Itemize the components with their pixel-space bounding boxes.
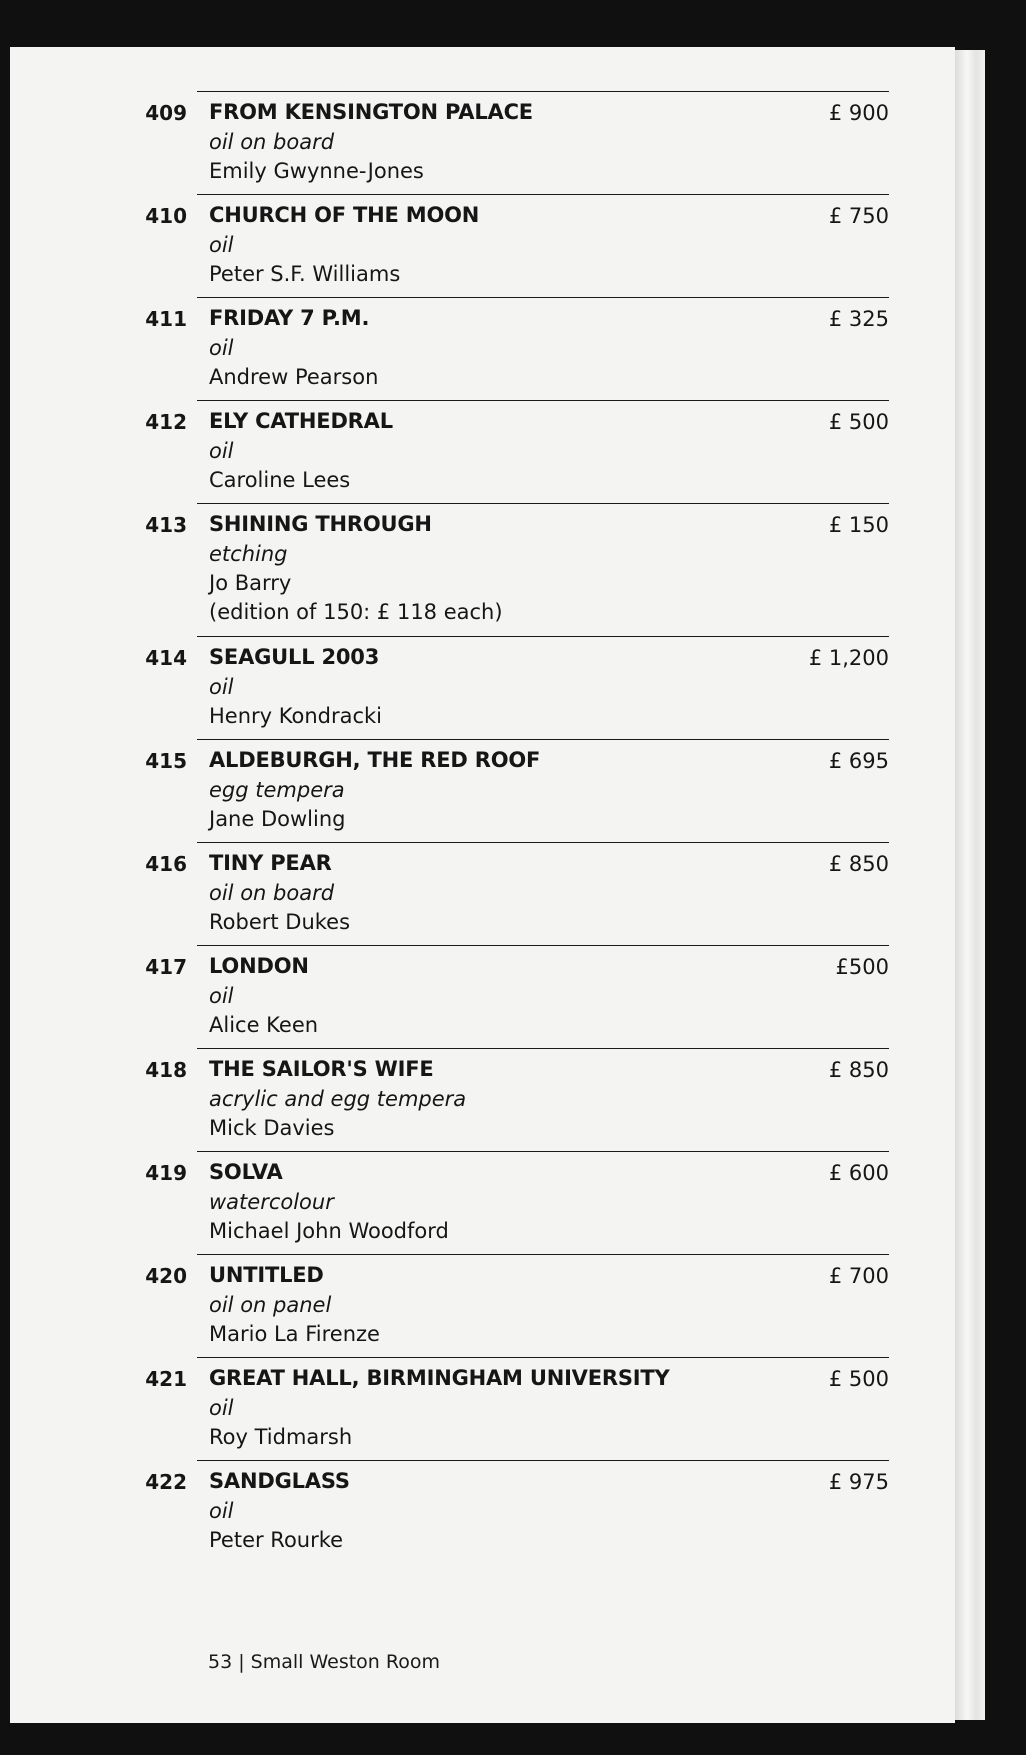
entry-medium: oil xyxy=(209,984,234,1008)
catalogue-entry xyxy=(145,400,889,501)
catalogue-entry xyxy=(145,1357,889,1458)
entry-number: 418 xyxy=(145,1058,187,1082)
entry-artist: Andrew Pearson xyxy=(209,365,379,389)
entry-edition-note: (edition of 150: £ 118 each) xyxy=(209,600,503,624)
entry-medium: etching xyxy=(209,542,288,566)
entry-price: £ 700 xyxy=(828,1264,889,1288)
entry-number: 411 xyxy=(145,307,187,331)
entry-title: FRIDAY 7 P.M. xyxy=(209,306,370,330)
entry-price: £ 695 xyxy=(828,749,889,773)
entry-number: 420 xyxy=(145,1264,187,1288)
entry-number: 409 xyxy=(145,101,187,125)
page-footer: 53 | Small Weston Room xyxy=(208,1651,440,1673)
entry-artist: Peter Rourke xyxy=(209,1528,344,1552)
entry-number: 412 xyxy=(145,410,187,434)
page-edge xyxy=(955,50,985,1720)
entry-artist: Emily Gwynne-Jones xyxy=(209,159,424,183)
entry-price: £500 xyxy=(835,955,889,979)
entry-title: SHINING THROUGH xyxy=(209,512,432,536)
catalogue-entry xyxy=(145,739,889,840)
entry-medium: oil xyxy=(209,439,234,463)
entry-medium: oil xyxy=(209,675,234,699)
entry-artist: Peter S.F. Williams xyxy=(209,262,401,286)
entry-title: TINY PEAR xyxy=(209,851,332,875)
catalogue-page xyxy=(10,47,955,1723)
entry-artist: Henry Kondracki xyxy=(209,704,383,728)
catalogue-entry xyxy=(145,1151,889,1252)
entry-title: THE SAILOR'S WIFE xyxy=(209,1057,434,1081)
entry-artist: Jo Barry xyxy=(209,571,292,595)
entry-number: 414 xyxy=(145,646,187,670)
catalogue-entry xyxy=(145,1048,889,1149)
entry-medium: oil xyxy=(209,1499,234,1523)
entry-artist: Jane Dowling xyxy=(209,807,346,831)
entry-price: £ 850 xyxy=(828,852,889,876)
catalogue-entry xyxy=(145,636,889,737)
entry-medium: oil on panel xyxy=(209,1293,332,1317)
entry-number: 419 xyxy=(145,1161,187,1185)
catalogue-entry xyxy=(145,194,889,295)
entry-artist: Alice Keen xyxy=(209,1013,319,1037)
entry-price: £ 500 xyxy=(828,1367,889,1391)
entry-number: 421 xyxy=(145,1367,187,1391)
entry-price: £ 1,200 xyxy=(808,646,889,670)
entry-price: £ 600 xyxy=(828,1161,889,1185)
entry-price: £ 975 xyxy=(828,1470,889,1494)
catalogue-entry xyxy=(145,842,889,943)
entry-medium: oil on board xyxy=(209,130,335,154)
catalogue-entry xyxy=(145,1254,889,1355)
entry-medium: oil on board xyxy=(209,881,335,905)
entry-title: SEAGULL 2003 xyxy=(209,645,380,669)
entry-artist: Mick Davies xyxy=(209,1116,335,1140)
entry-title: ALDEBURGH, THE RED ROOF xyxy=(209,748,541,772)
entry-price: £ 325 xyxy=(828,307,889,331)
catalogue-entry xyxy=(145,945,889,1046)
entry-price: £ 900 xyxy=(828,101,889,125)
entry-title: SANDGLASS xyxy=(209,1469,350,1493)
entry-artist: Caroline Lees xyxy=(209,468,351,492)
catalogue-entry xyxy=(145,91,889,192)
entry-title: ELY CATHEDRAL xyxy=(209,409,393,433)
entry-title: LONDON xyxy=(209,954,309,978)
entry-number: 415 xyxy=(145,749,187,773)
catalogue-list xyxy=(10,47,955,1723)
entry-medium: oil xyxy=(209,336,234,360)
entry-artist: Michael John Woodford xyxy=(209,1219,449,1243)
entry-price: £ 750 xyxy=(828,204,889,228)
entry-number: 417 xyxy=(145,955,187,979)
entry-title: UNTITLED xyxy=(209,1263,324,1287)
catalogue-entry xyxy=(145,503,889,634)
entry-number: 413 xyxy=(145,513,187,537)
entry-price: £ 150 xyxy=(828,513,889,537)
entry-artist: Mario La Firenze xyxy=(209,1322,380,1346)
entry-number: 410 xyxy=(145,204,187,228)
entry-title: SOLVA xyxy=(209,1160,283,1184)
entry-price: £ 850 xyxy=(828,1058,889,1082)
entry-medium: oil xyxy=(209,233,234,257)
entry-artist: Robert Dukes xyxy=(209,910,351,934)
entry-medium: egg tempera xyxy=(209,778,345,802)
entry-number: 422 xyxy=(145,1470,187,1494)
entry-artist: Roy Tidmarsh xyxy=(209,1425,353,1449)
catalogue-entry xyxy=(145,1460,889,1561)
catalogue-entry xyxy=(145,297,889,398)
entry-title: CHURCH OF THE MOON xyxy=(209,203,480,227)
entry-medium: acrylic and egg tempera xyxy=(209,1087,467,1111)
entry-medium: watercolour xyxy=(209,1190,334,1214)
entry-medium: oil xyxy=(209,1396,234,1420)
entry-title: GREAT HALL, BIRMINGHAM UNIVERSITY xyxy=(209,1366,670,1390)
entry-title: FROM KENSINGTON PALACE xyxy=(209,100,533,124)
entry-price: £ 500 xyxy=(828,410,889,434)
entry-number: 416 xyxy=(145,852,187,876)
